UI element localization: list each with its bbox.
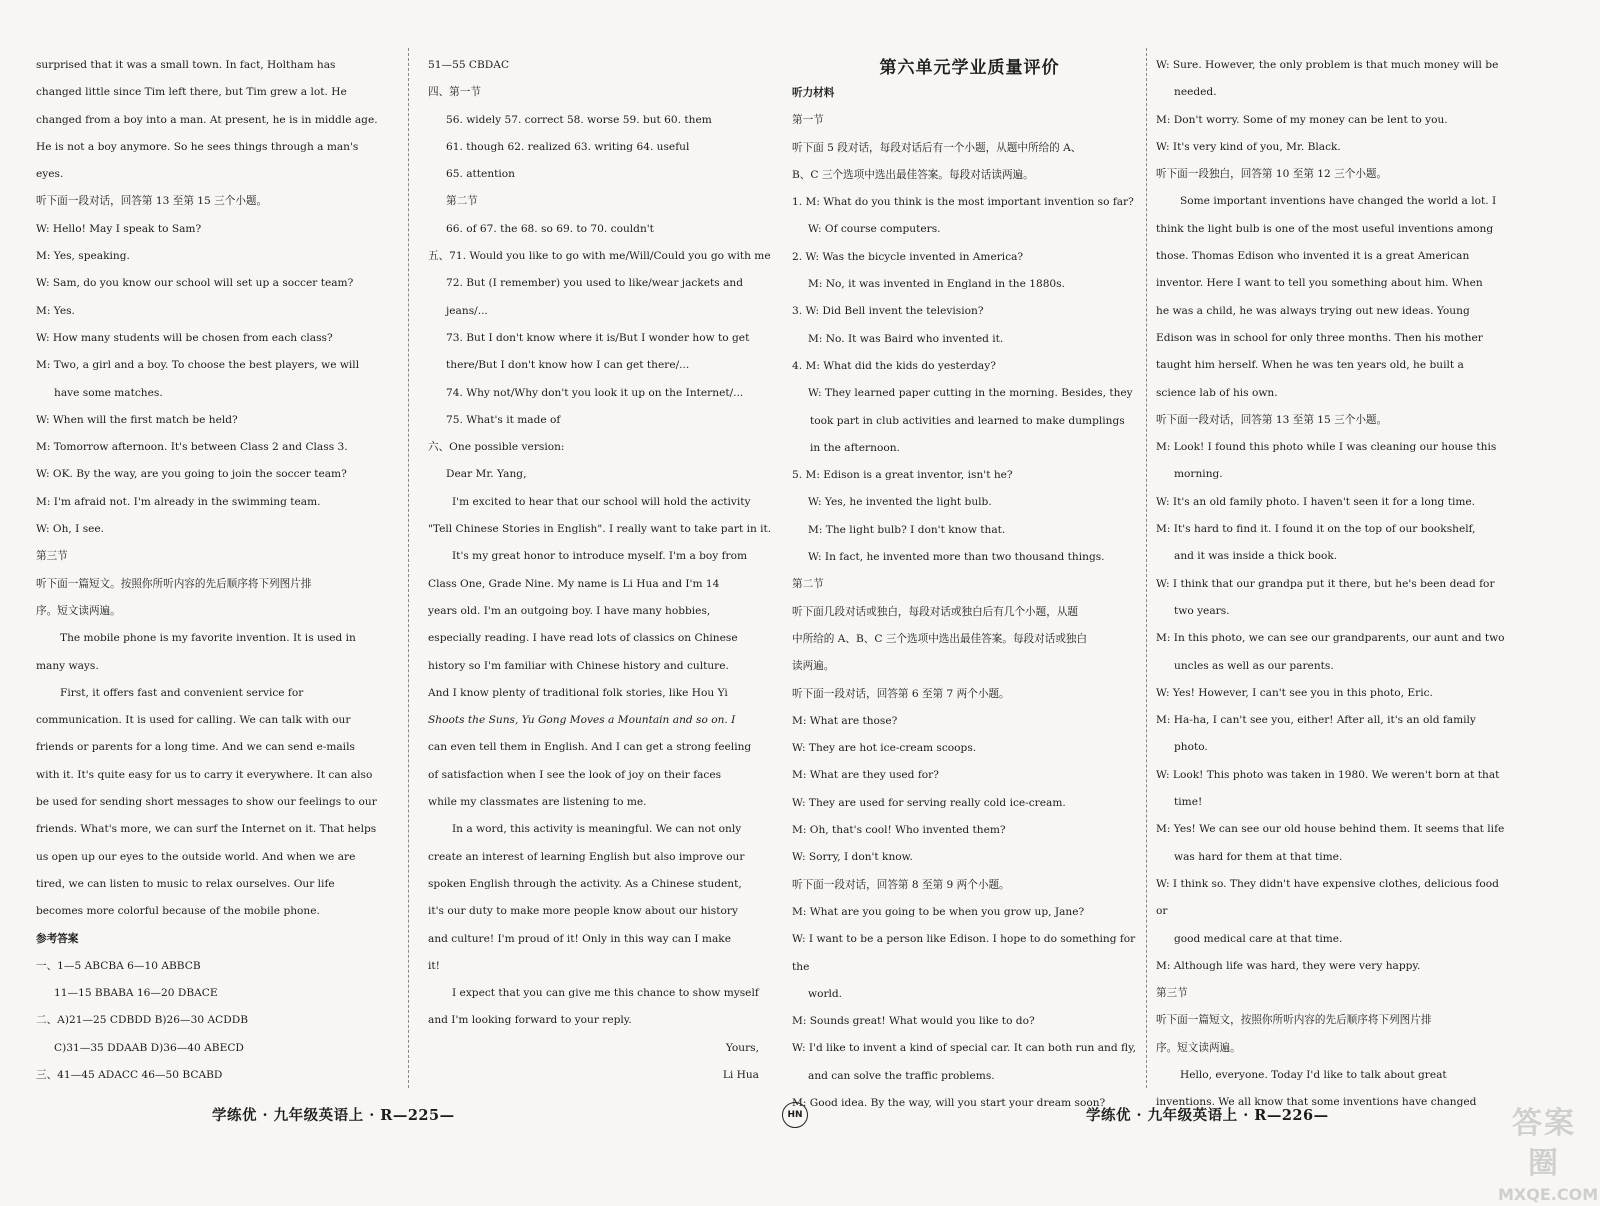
dialogue-line: W: Look! This photo was taken in 1980. We weren't born at that (1156, 768, 1500, 781)
dialogue-line: and can solve the traffic problems. (808, 1069, 995, 1082)
letter-line: I'm excited to hear that our school will hold the activity (452, 495, 751, 508)
letter-line: it's our duty to make more people know about our history (428, 905, 738, 918)
dialogue-line: W: In fact, he invented more than two thousand things. (808, 551, 1105, 564)
dialogue-line: needed. (1174, 86, 1217, 99)
letter-line: years old. I'm an outgoing boy. I have many hobbies, (428, 604, 711, 617)
page-footer-right: 学练优 · 九年级英语上 · R—226— (1086, 1107, 1329, 1124)
passage-line: think the light bulb is one of the most useful inventions among (1156, 222, 1494, 235)
dialogue-line: M: Ha-ha, I can't see you, either! After all, it's an old family (1156, 714, 1476, 727)
dialogue-line: W: I think so. They didn't have expensive clothes, delicious food or (1156, 877, 1499, 918)
dialogue-line: 2. W: Was the bicycle invented in America? (792, 250, 1024, 263)
letter-line: Class One, Grade Nine. My name is Li Hua and I'm 14 (428, 577, 720, 590)
text-line: He is not a boy anymore. So he sees things through a man's (36, 140, 359, 153)
dialogue-line: have some matches. (54, 386, 163, 399)
dialogue-line: M: Sounds great! What would you like to do? (792, 1015, 1035, 1028)
dialogue-line: good medical care at that time. (1174, 932, 1343, 945)
answer-key-heading: 参考答案 (36, 932, 79, 945)
letter-line: In a word, this activity is meaningful. We can not only (452, 823, 742, 836)
passage-line: with it. It's quite easy for us to carry it everywhere. It can also (36, 768, 373, 781)
dialogue-line: M: Tomorrow afternoon. It's between Class 2 and Class 3. (36, 441, 348, 454)
listening-material-heading: 听力材料 (792, 87, 835, 99)
answer-line: there/But I don't know how I can get there/... (446, 359, 690, 372)
dialogue-line: photo. (1174, 741, 1208, 754)
dialogue-line: M: Yes. (36, 304, 75, 317)
dialogue-line: W: It's an old family photo. I haven't seen it for a long time. (1156, 495, 1476, 508)
dialogue-line: M: What are they used for? (792, 769, 939, 782)
section-heading: 第三节 (36, 550, 68, 563)
answer-line: 二、A)21—25 CDBDD B)26—30 ACDDB (36, 1014, 248, 1027)
dialogue-line: W: Hello! May I speak to Sam? (36, 222, 202, 235)
answer-line: 51—55 CBDAC (428, 59, 510, 71)
watermark-url: MXQE.COM (1498, 1185, 1599, 1204)
dialogue-line: W: How many students will be chosen from each class? (36, 331, 333, 344)
answer-line: 61. though 62. realized 63. writing 64. useful (446, 140, 690, 153)
dialogue-line: M: What are you going to be when you grow up, Jane? (792, 905, 1085, 918)
section-heading: 四、第一节 (428, 86, 481, 99)
passage-line: Some important inventions have changed the world a lot. I (1180, 195, 1497, 208)
letter-line: and culture! I'm proud of it! Only in this way can I make (428, 932, 731, 945)
answer-line: jeans/... (446, 304, 488, 317)
question-instruction: 听下面 5 段对话，每段对话后有一个小题，从题中所给的 A、 (792, 141, 1082, 154)
section-heading: 第一节 (792, 114, 824, 127)
dialogue-line: M: The light bulb? I don't know that. (808, 523, 1006, 536)
dialogue-line: uncles as well as our parents. (1174, 659, 1334, 672)
letter-line: of satisfaction when I see the look of joy on their faces (428, 768, 722, 781)
question-instruction: 听下面一段对话，回答第 13 至第 15 三个小题。 (36, 195, 268, 208)
dialogue-line: M: Yes! We can see our old house behind them. It seems that life (1156, 823, 1505, 836)
question-instruction: 听下面几段对话或独白，每段对话或独白后有几个小题，从题 (792, 605, 1079, 618)
letter-line: create an interest of learning English but also improve our (428, 850, 745, 863)
dialogue-line: W: Sure. However, the only problem is that much money will be (1156, 59, 1499, 71)
dialogue-line: M: Don't worry. Some of my money can be lent to you. (1156, 113, 1448, 126)
question-instruction: 听下面一段对话，回答第 13 至第 15 三个小题。 (1156, 413, 1388, 426)
dialogue-line: W: It's very kind of you, Mr. Black. (1156, 140, 1341, 153)
dialogue-line: W: Of course computers. (808, 223, 941, 236)
dialogue-line: two years. (1174, 604, 1230, 617)
letter-line: Shoots the Suns, Yu Gong Moves a Mountain and so on. I (428, 714, 736, 727)
question-instruction: B、C 三个选项中选出最佳答案。每段对话读两遍。 (792, 168, 1034, 181)
question-instruction: 听下面一篇短文。按照你所听内容的先后顺序将下列图片排 (36, 577, 312, 590)
letter-closing: Yours, (725, 1041, 759, 1054)
dialogue-line: W: They learned paper cutting in the morning. Besides, they (808, 387, 1133, 400)
dialogue-line: M: Oh, that's cool! Who invented them? (792, 824, 1006, 837)
dialogue-line: W: Sam, do you know our school will set up a soccer team? (36, 277, 354, 290)
text-line: changed little since Tim left there, but Tim grew a lot. He (36, 86, 347, 99)
dialogue-line: M: Look! I found this photo while I was cleaning our house this (1156, 441, 1497, 454)
answer-line: 一、1—5 ABCBA 6—10 ABBCB (36, 959, 201, 972)
question-instruction: 听下面一段独白，回答第 10 至第 12 三个小题。 (1156, 168, 1388, 181)
dialogue-line: and it was inside a thick book. (1174, 550, 1338, 563)
answer-line: 73. But I don't know where it is/But I wonder how to get (446, 331, 750, 344)
question-instruction: 听下面一段对话，回答第 6 至第 7 两个小题。 (792, 687, 1010, 700)
answer-line: 六、One possible version: (428, 441, 565, 454)
passage-line: First, it offers fast and convenient service for (60, 686, 304, 699)
passage-line: inventor. Here I want to tell you something about him. When (1156, 277, 1483, 290)
watermark-logo (1498, 1104, 1599, 1204)
dialogue-line: M: Yes, speaking. (36, 250, 130, 263)
letter-salutation: Dear Mr. Yang, (446, 468, 527, 481)
unit-title: 第六单元学业质量评价 (879, 58, 1060, 78)
dialogue-line: M: Although life was hard, they were very happy. (1156, 959, 1421, 972)
answer-line: 66. of 67. the 68. so 69. to 70. couldn't (446, 222, 654, 235)
passage-line: science lab of his own. (1156, 386, 1278, 399)
answer-line: 75. What's it made of (446, 413, 561, 426)
dialogue-line: M: Good idea. By the way, will you start your dream soon? (792, 1096, 1106, 1109)
passage-line: communication. It is used for calling. We can talk with our (36, 714, 351, 727)
passage-line: those. Thomas Edison who invented it is a great American (1156, 250, 1470, 263)
dialogue-line: W: I think that our grandpa put it there, but he's been dead for (1156, 577, 1495, 590)
passage-line: us open up our eyes to the outside world. And when we are (36, 850, 356, 863)
answer-line: 72. But (I remember) you used to like/wear jackets and (446, 277, 743, 290)
dialogue-line: time! (1174, 796, 1203, 809)
dialogue-line: W: Sorry, I don't know. (792, 851, 913, 864)
passage-line: taught him herself. When he was ten years old, he built a (1156, 359, 1464, 372)
right-page-column-2 (1156, 52, 1511, 1117)
letter-line: "Tell Chinese Stories in English". I really want to take part in it. (428, 523, 772, 536)
column-divider (408, 48, 409, 1088)
letter-line: it! (428, 959, 440, 972)
question-instruction: 听下面一段对话，回答第 8 至第 9 两个小题。 (792, 878, 1010, 891)
passage-line: be used for sending short messages to show our feelings to our (36, 796, 377, 809)
dialogue-line: was hard for them at that time. (1174, 850, 1343, 863)
dialogue-line: W: I'd like to invent a kind of special car. It can both run and fly, (792, 1042, 1137, 1055)
passage-line: many ways. (36, 659, 99, 672)
passage-line: he was a child, he was always trying out new ideas. Young (1156, 304, 1470, 317)
question-instruction: 中所给的 A、B、C 三个选项中选出最佳答案。每段对话或独白 (792, 632, 1088, 645)
letter-line: I expect that you can give me this chance to show myself (452, 987, 759, 1000)
dialogue-line: M: No, it was invented in England in the 1880s. (808, 278, 1065, 291)
answer-line: 74. Why not/Why don't you look it up on the Internet/... (446, 386, 744, 399)
watermark-text: 答案圈 (1512, 1106, 1576, 1181)
publisher-mark: HN (782, 1102, 808, 1128)
dialogue-line: M: Two, a girl and a boy. To choose the best players, we will (36, 359, 360, 372)
section-heading: 第二节 (446, 195, 478, 208)
dialogue-line: M: In this photo, we can see our grandparents, our aunt and two (1156, 632, 1505, 645)
letter-line: spoken English through the activity. As a Chinese student, (428, 877, 742, 890)
text-line: eyes. (36, 168, 64, 181)
question-instruction: 序。短文读两遍。 (36, 604, 121, 617)
dialogue-line: 1. M: What do you think is the most important invention so far? (792, 196, 1134, 209)
dialogue-line: W: They are hot ice-cream scoops. (792, 742, 977, 755)
dialogue-line: M: What are those? (792, 714, 898, 727)
dialogue-line: 5. M: Edison is a great inventor, isn't he? (792, 469, 1013, 482)
answer-line: 56. widely 57. correct 58. worse 59. but 60. them (446, 113, 712, 126)
left-page-column-2 (428, 52, 773, 1089)
dialogue-line: M: I'm afraid not. I'm already in the swimming team. (36, 495, 321, 508)
question-instruction: 听下面一篇短文，按照你所听内容的先后顺序将下列图片排 (1156, 1014, 1432, 1027)
dialogue-line: W: When will the first match be held? (36, 413, 238, 426)
letter-line: and I'm looking forward to your reply. (428, 1014, 632, 1027)
dialogue-line: W: I want to be a person like Edison. I hope to do something for the (792, 933, 1136, 973)
letter-line: It's my great honor to introduce myself. I'm a boy from (452, 550, 748, 563)
dialogue-line: W: Yes, he invented the light bulb. (808, 496, 992, 509)
section-heading: 第三节 (1156, 987, 1188, 1000)
letter-line: And I know plenty of traditional folk stories, like Hou Yi (428, 686, 728, 699)
dialogue-line: W: They are used for serving really cold ice-cream. (792, 796, 1066, 809)
passage-line: inventions. We all know that some inventions have changed (1156, 1096, 1477, 1109)
passage-line: friends or parents for a long time. And we can send e-mails (36, 741, 355, 754)
dialogue-line: W: Oh, I see. (36, 523, 105, 536)
passage-line: friends. What's more, we can surf the Internet on it. That helps (36, 823, 377, 836)
dialogue-line: 4. M: What did the kids do yesterday? (792, 359, 996, 372)
answer-line: 五、71. Would you like to go with me/Will/Could you go with me (428, 250, 771, 263)
right-page-column-1 (792, 56, 1147, 1117)
letter-line: while my classmates are listening to me. (428, 796, 647, 809)
dialogue-line: W: Yes! However, I can't see you in this photo, Eric. (1156, 686, 1433, 699)
section-heading: 第二节 (792, 578, 824, 591)
answer-line: 三、41—45 ADACC 46—50 BCABD (36, 1068, 223, 1081)
passage-line: The mobile phone is my favorite invention. It is used in (60, 632, 356, 645)
dialogue-line: took part in club activities and learned to make dumplings (810, 414, 1125, 427)
text-line: surprised that it was a small town. In fact, Holtham has (36, 59, 336, 71)
dialogue-line: M: No. It was Baird who invented it. (808, 332, 1004, 345)
passage-line: tired, we can listen to music to relax ourselves. Our life (36, 877, 335, 890)
dialogue-line: M: It's hard to find it. I found it on the top of our bookshelf, (1156, 523, 1476, 536)
dialogue-line: world. (808, 987, 843, 1000)
left-page-column-1 (36, 52, 391, 1089)
passage-line: becomes more colorful because of the mobile phone. (36, 905, 320, 918)
letter-line: can even tell them in English. And I can get a strong feeling (428, 741, 752, 754)
answer-line: C)31—35 DDAAB D)36—40 ABECD (54, 1041, 244, 1054)
page-footer-left: 学练优 · 九年级英语上 · R—225— (212, 1107, 455, 1124)
question-instruction: 读两遍。 (792, 660, 835, 673)
dialogue-line: morning. (1174, 468, 1223, 481)
text-line: changed from a boy into a man. At present, he is in middle age. (36, 113, 378, 126)
dialogue-line: in the afternoon. (810, 441, 900, 454)
passage-line: Edison was in school for only three months. Then his mother (1156, 331, 1483, 344)
dialogue-line: W: OK. By the way, are you going to join the soccer team? (36, 468, 347, 481)
letter-signature: Li Hua (722, 1068, 759, 1081)
passage-line: Hello, everyone. Today I'd like to talk about great (1180, 1068, 1447, 1081)
answer-line: 11—15 BBABA 16—20 DBACE (54, 987, 218, 1000)
dialogue-line: 3. W: Did Bell invent the television? (792, 305, 984, 318)
letter-line: especially reading. I have read lots of classics on Chinese (428, 632, 738, 645)
answer-line: 65. attention (446, 168, 515, 181)
question-instruction: 序。短文读两遍。 (1156, 1041, 1241, 1054)
letter-line: history so I'm familiar with Chinese history and culture. (428, 659, 729, 672)
